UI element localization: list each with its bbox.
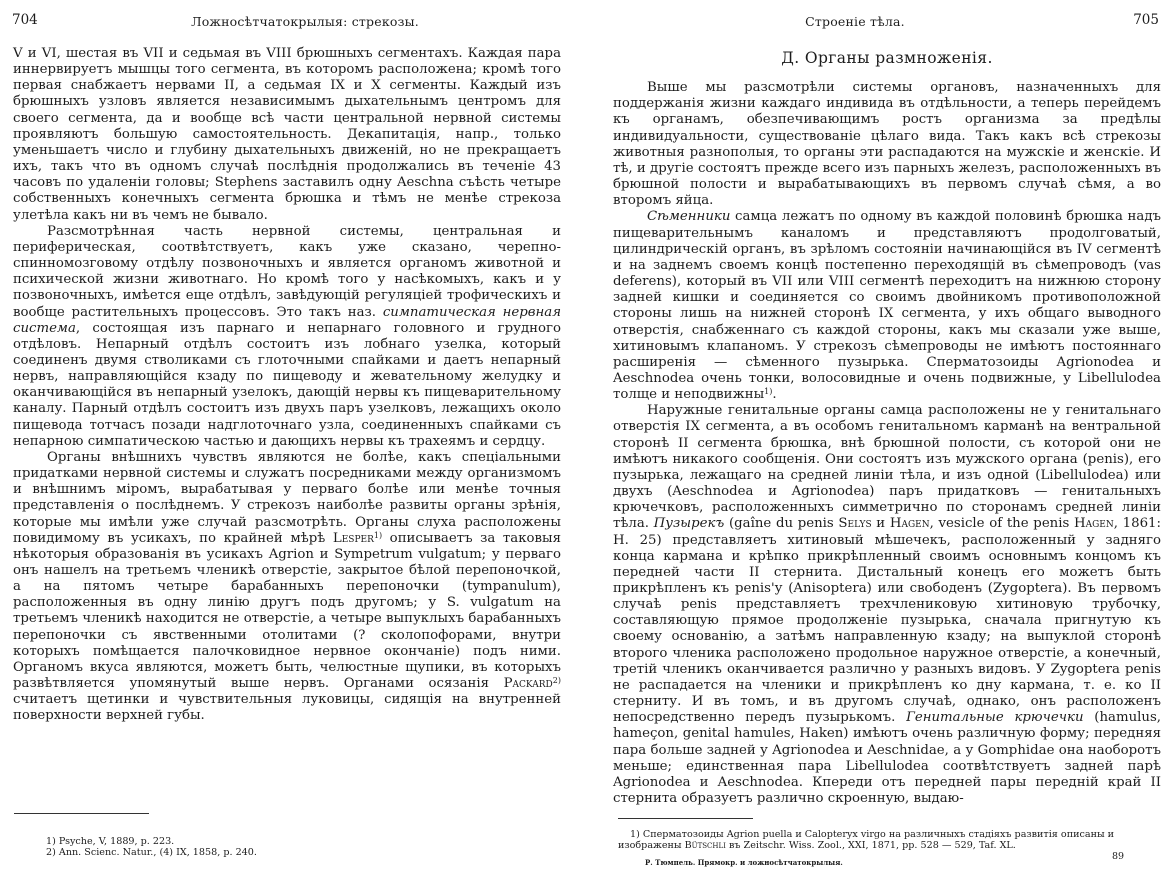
footnote-divider [14,813,149,814]
text-run: , состоящая изъ парнаго и непарнаго головного и грудного отдѣловъ. Непарный отдѣлъ состоитъ изъ лобнаго узелка, который соединенъ двумя стволиками съ глоточными спайками и даетъ непарный нервъ, направляющійся кзаду по пищеводу и жевательному желудку и оканчивающійся въ непарный узелокъ, дающій нервы къ пищеварительному каналу. Парный отдѣлъ состоитъ изъ двухъ паръ узелковъ, лежащихъ около пищевода тотчасъ позади надглоточнаго узла, соединенныхъ спайками съ непарною симпатическою частью и дающихъ нервы къ трахеямъ и сердцу. [13,320,561,449]
body-text [13,46,561,725]
text-run: 1) Сперматозоиды Agrion puella и Calopteryx virgo на различныхъ стадіяхъ развитія описаны и изображены [618,829,1115,851]
text-run: Разсмотрѣнная часть нервной системы, центральная и периферическая, соотвѣтствуетъ, какъ уже сказано, черепно-спинномозговому отдѣлу позвоночныхъ и является органомъ животной и психической жизни животнаго. Но кромѣ того у насѣкомыхъ, какъ и у позвоночныхъ, имѣется еще отдѣлъ, завѣдующій регуляціей трофическихъ и вообще растительныхъ процессовъ. Это такъ наз. [13,223,561,320]
running-head: Строеніе тѣла. [805,14,905,29]
paragraph [13,224,561,450]
text-run: и [871,516,890,532]
text-run: считаетъ щетинки и чувствительныя луковицы, сидящія на внутренней поверхности верхней губы. [13,692,561,724]
author-name: Bütschli [684,840,726,851]
author-name: Lesper [332,530,374,546]
author-name: Hagen [889,516,930,532]
text-run: въ Zeitschr. Wiss. Zool., XXI, 1871, pp. 528 — 529, Taf. XL. [725,840,1016,851]
emphasis: Сѣменники [647,209,731,225]
paragraph [13,450,561,725]
footnotes [46,836,257,858]
paragraph: Выше мы разсмотрѣли системы органовъ, назначенныхъ для поддержанія жизни каждаго индивида въ отдѣльности, а теперь перейдемъ къ органамъ, обезпечивающимъ ростъ организма за предѣлы индивидуальности, существованіе цѣлаго вида. Такъ какъ всѣ стрекозы животныя разнополыя, то органы эти распадаются на мужскіе и женскіе. И тѣ, и другіе состоятъ прежде всего изъ парныхъ железъ, расположенныхъ въ брюшной полости и вырабатывающихъ въ первомъ случаѣ сѣмя, а во второмъ яйца. [613,80,1161,209]
page-number: 705 [1133,12,1159,28]
text-run: , 1861: H. 25) представляетъ хитиновый мѣшечекъ, расположенный у задняго конца кармана и крѣпко прикрѣпленный своимъ основнымъ концомъ къ передней части II стернита. Дистальный конецъ его можетъ быть прикрѣпленъ къ penis'у (Anisoptera) или свободенъ (Zygoptera). Въ первомъ случаѣ penis представляетъ трехчлениковую хитиновую трубочку, составляющую прямое продолженіе пузырька, сначала пригнутую къ своему основанію, а затѣмъ направленную кзаду; на выпуклой сторонѣ второго членика расположено продольное наружное отверстіе, а конечный, третій членикъ оканчивается различно у разныхъ видовъ. У Zygoptera penis не распадается на членики и прикрѣпленъ ко дну кармана, т. е. ко II стерниту. И въ томъ, и въ другомъ случаѣ, однако, онъ расположенъ непосредственно передъ пузырькомъ. [613,516,1161,726]
footnotes [618,829,1158,851]
footnote: 2) Ann. Scienc. Natur., (4) IX, 1858, p. 240. [46,847,257,858]
sheet-number: 89 [1112,851,1125,862]
left-page [0,0,585,878]
emphasis: Пузырекъ [653,516,725,532]
right-page [585,0,1171,878]
page-number: 704 [12,12,38,28]
text-run: . [772,387,777,403]
text-run: (gaîne du penis [724,516,839,532]
running-head: Ложносѣтчатокрылыя: стрекозы. [191,14,419,29]
footnote [618,829,1158,851]
author-name: Packard [503,676,553,692]
text-run: (hamulus, hameçon, genital hamules, Haken) имѣютъ очень различную форму; передняя пара больше задней у Agrionodea и Aeschnidae, а у Gomphidae она наоборотъ меньше; единственная пара Libellulodea соотвѣтствуетъ задней парѣ Agrionodea и Aeschnodea. Кпереди отъ передней пары передній край II стернита образуетъ различно скроенную, выдаю- [613,710,1162,807]
footnote-ref[interactable]: 2) [552,676,561,686]
emphasis: Генитальные крючечки [906,710,1084,726]
text-run: самца лежатъ по одному въ каждой половинѣ брюшка надъ пищеварительнымъ каналомъ и представляютъ продолговатый, цилиндрическій органъ, въ зрѣломъ состояніи начинающійся въ IV сегментѣ и на заднемъ своемъ концѣ постепенно переходящій въ сѣмепроводъ (vas deferens), который въ VII или VIII сегментѣ переходитъ на нижнюю сторону задней кишки и соединяется со своимъ двойникомъ противоположной стороны лишь на нижней сторонѣ IX сегмента, у ихъ общаго выводного отверстія, снабженнаго съ каждой стороны, какъ мы сказали уже выше, хитиновымъ клапаномъ. У стрекозъ сѣмепроводы не имѣютъ постояннаго расширенія — сѣменного пузырька. Сперматозоиды Agrionodea и Aeschnodea очень тонки, волосовидные и очень подвижные, у Libellulodea толще и неподвижны [613,209,1161,403]
paragraph [613,209,1161,403]
footnote: 1) Psyche, V, 1889, p. 223. [46,836,175,847]
section-title: Д. Органы размноженія. [781,49,993,67]
body-text [613,44,1161,807]
footnote-divider [618,818,753,819]
printer-signature: Р. Тюмпель. Прямокр. и ложносѣтчатокрылыя. [645,858,843,867]
emphasis: симпатическая нервная система [13,304,561,336]
author-name: Hagen [1074,516,1114,532]
text-run: Наружные генитальные органы самца расположены не у генитальнаго отверстія IX сегмента, а въ особомъ генитальномъ карманѣ на вентральной сторонѣ II сегмента брюшка, внѣ брюшной полости, съ которой они не имѣютъ никакого сообщенія. Они состоятъ изъ мужского органа (penis), его пузырька, лежащаго на средней линіи тѣла, и изъ одной (Libellulodea) или двухъ (Aeschnodea и Agrionodea) паръ придатковъ — генитальныхъ крючечковъ, расположенныхъ симметрично по сторонамъ средней линіи тѣла. [613,403,1161,532]
text-run: описываетъ за таковыя нѣкоторыя образованія въ усикахъ Agrion и Sympetrum vulgatum; у перваго онъ нашелъ на третьемъ членикѣ отверстіе, закрытое бѣлой перепоночкой, а на пятомъ четыре барабанныхъ перепоночки (tympanulum), расположенныя въ одну линію другъ подъ другомъ; у S. vulgatum на третьемъ членикѣ находится не отверстіе, а четыре выпуклыхъ барабанныхъ перепоночки съ явственными отолитами (? сколопофорами, внутри которыхъ помѣщается палочковидное нервное окончаніе) подъ ними. Органомъ вкуса являются, можетъ быть, челюстные щупики, въ которыхъ развѣтвляется упомянутый выше нервъ. Органами осязанія [13,530,561,692]
paragraph [613,403,1161,807]
footnote-ref[interactable]: 1) [373,530,383,540]
text-run: Органы внѣшнихъ чувствъ являются не болѣе, какъ спеціальными придатками нервной системы и служатъ посредниками между организмомъ и внѣшнимъ міромъ, вырабатывая у перваго болѣе или менѣе точныя представленія о послѣднемъ. У стрекозъ наиболѣе развиты органы зрѣнія, которые мы имѣли уже случай разсмотрѣть. Органы слуха расположены повидимому въ усикахъ, по крайней мѣрѣ [13,449,561,546]
footnote-ref[interactable]: 1) [764,387,773,397]
author-name: Selys [838,516,872,532]
text-run: , vesicle of the penis [929,516,1075,532]
paragraph: V и VI, шестая въ VII и седьмая въ VIII брюшныхъ сегментахъ. Каждая пара иннервируетъ мышцы того сегмента, въ которомъ расположена; кромѣ того первая снабжаетъ нервами II, а седьмая IX и X сегменты. Каждый изъ брюшныхъ узловъ является независимымъ дыхательнымъ центромъ для своего сегмента, да и вообще всѣ части центральной нервной системы проявляютъ большую самостоятельность. Декапитація, напр., только уменьшаетъ число и глубину дыхательныхъ движеній, но не прекращаетъ ихъ, такъ что въ одномъ случаѣ послѣднія продолжались въ теченіе 43 часовъ по удаленіи головы; Stephens заставилъ одну Aeschna съѣсть четыре собственныхъ конечныхъ сегмента брюшка и тѣмъ не менѣе стрекоза улетѣла какъ ни въ чемъ не бывало. [13,46,561,223]
